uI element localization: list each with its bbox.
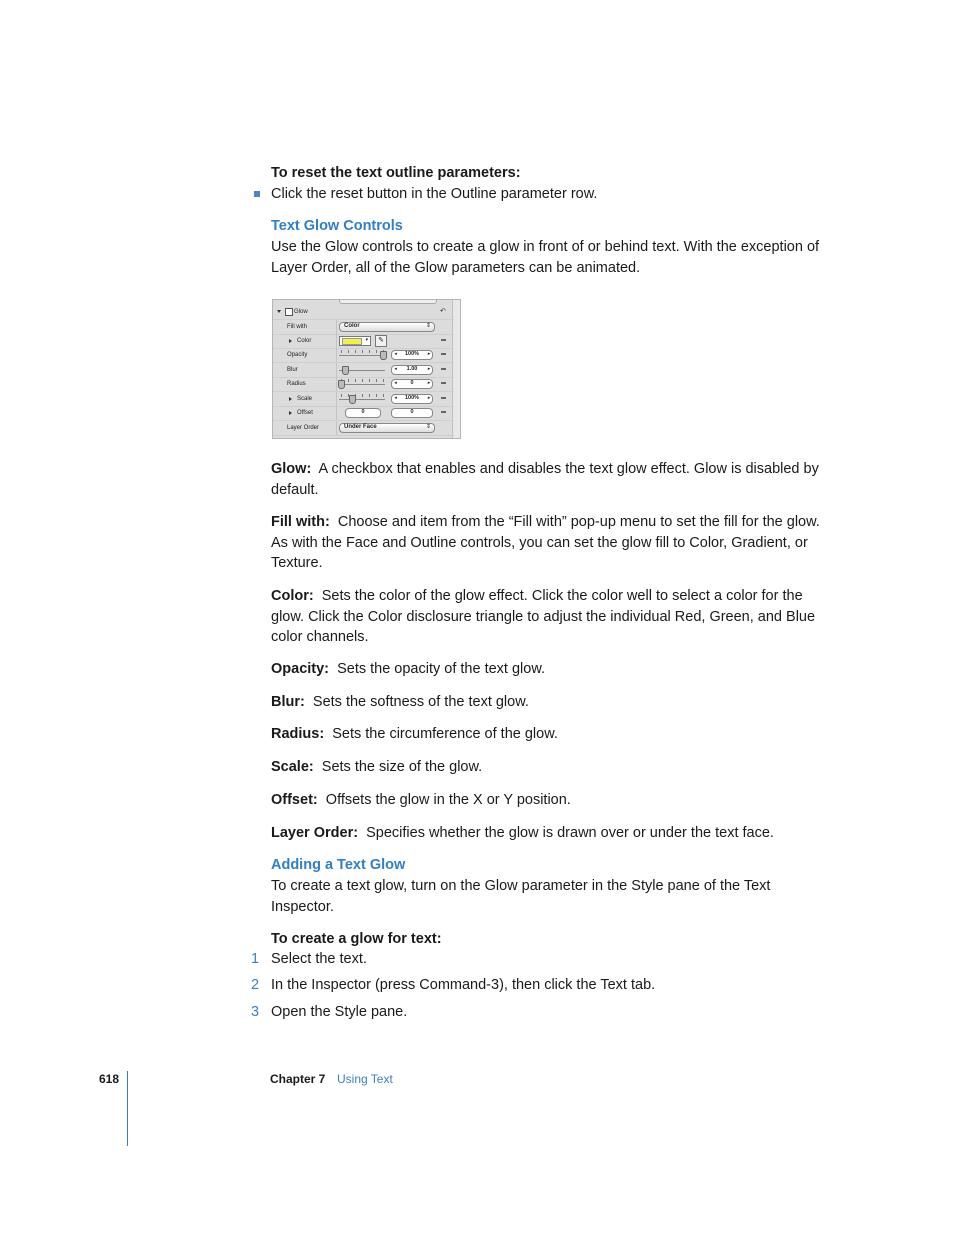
def-radius: Radius: Sets the circumference of the glow. [271, 726, 558, 742]
row-fill-with [273, 320, 454, 335]
step-number: 1 [251, 951, 260, 967]
opacity-slider-knob[interactable] [380, 351, 387, 360]
opacity-field[interactable]: ◂ 100% ▸ [391, 350, 433, 360]
glow-label: Glow [294, 309, 308, 315]
step-number: 3 [251, 1004, 260, 1020]
row-scale [273, 392, 454, 407]
def-scale: Scale: Sets the size of the glow. [271, 759, 483, 775]
chapter-label: Chapter 7 [270, 1072, 326, 1086]
disclosure-triangle-icon[interactable] [277, 310, 281, 313]
def-offset: Offset: Offsets the glow in the X or Y position. [271, 792, 571, 808]
def-color: Color: Sets the color of the glow effect. Click the color well to select a color for the glow. Click the Color disclosure triangle to adjust the individual Red, Green, and Blue color channels. [271, 588, 816, 645]
color-disclosure-icon[interactable] [289, 339, 292, 343]
row-blur [273, 363, 454, 378]
offset-y-field[interactable]: 0 [391, 408, 433, 418]
layer-order-popup[interactable]: Under Face ⇕ [339, 423, 435, 433]
row-offset [273, 406, 454, 421]
step-number: 2 [251, 977, 260, 993]
offset-label: Offset [297, 410, 313, 416]
footer-rule [127, 1071, 128, 1146]
def-fill-with: Fill with: Choose and item from the “Fill with” pop-up menu to set the fill for the glow. As with the Face and Outline controls, you can set the glow fill to Color, Gradient, or Texture. [271, 514, 820, 571]
scale-label: Scale [297, 396, 313, 402]
color-well[interactable]: ▾ [339, 336, 371, 346]
eyedropper-icon[interactable]: ✎ [375, 335, 387, 347]
step-text: In the Inspector (press Command-3), then click the Text tab. [271, 977, 656, 993]
color-label: Color [297, 338, 312, 344]
scale-slider[interactable] [339, 399, 385, 400]
scale-field[interactable]: ◂ 100% ▸ [391, 394, 433, 404]
blur-slider-knob[interactable] [342, 366, 349, 375]
section-title-glow-controls: Text Glow Controls [271, 218, 403, 234]
step-text: Open the Style pane. [271, 1004, 408, 1020]
section-intro-glow-controls: Use the Glow controls to create a glow in front of or behind text. With the exception of Layer Order, all of the Glow parameters can be animated. [271, 239, 820, 276]
offset-disclosure-icon[interactable] [289, 411, 292, 415]
radius-label: Radius [287, 381, 306, 387]
color-swatch [342, 338, 362, 345]
steps-heading: To create a glow for text: [271, 931, 442, 947]
radius-field[interactable]: ◂ 0 ▸ [391, 379, 433, 389]
panel-top-cap [339, 299, 437, 304]
opacity-slider[interactable] [339, 355, 385, 356]
section-title-adding-glow: Adding a Text Glow [271, 857, 406, 873]
animate-dash-icon[interactable] [441, 382, 446, 384]
row-opacity [273, 348, 454, 363]
chapter-name: Using Text [337, 1072, 393, 1086]
glow-inspector-panel [272, 299, 461, 439]
layer-order-label: Layer Order [287, 425, 320, 431]
fill-with-popup[interactable]: Color ⇕ [339, 322, 435, 332]
reset-step: Click the reset button in the Outline parameter row. [271, 186, 598, 202]
fill-with-label: Fill with [287, 324, 308, 330]
scale-slider-knob[interactable] [349, 395, 356, 404]
animate-dash-icon[interactable] [441, 397, 446, 399]
row-glow [273, 305, 454, 320]
def-glow: Glow: A checkbox that enables and disables the text glow effect. Glow is disabled by default. [271, 461, 819, 498]
animate-dash-icon[interactable] [441, 353, 446, 355]
animate-dash-icon[interactable] [441, 368, 446, 370]
section-intro-adding-glow: To create a text glow, turn on the Glow parameter in the Style pane of the Text Inspector. [271, 878, 771, 915]
animate-dash-icon[interactable] [441, 339, 446, 341]
page-number: 618 [99, 1072, 120, 1086]
animate-dash-icon[interactable] [441, 411, 446, 413]
def-opacity: Opacity: Sets the opacity of the text glow. [271, 661, 546, 677]
scale-disclosure-icon[interactable] [289, 397, 292, 401]
radius-slider[interactable] [339, 384, 385, 385]
row-radius [273, 377, 454, 392]
radius-slider-knob[interactable] [338, 380, 345, 389]
offset-x-field[interactable]: 0 [345, 408, 381, 418]
def-layer-order: Layer Order: Specifies whether the glow is drawn over or under the text face. [271, 825, 774, 841]
row-layer-order [273, 421, 454, 436]
blur-field[interactable]: ◂ 1.00 ▸ [391, 365, 433, 375]
step-text: Select the text. [271, 951, 367, 967]
opacity-label: Opacity [287, 352, 308, 358]
blur-label: Blur [287, 367, 298, 373]
reset-icon[interactable]: ↶ [440, 308, 446, 315]
row-color [273, 334, 454, 349]
glow-checkbox[interactable] [285, 308, 293, 316]
reset-heading: To reset the text outline parameters: [271, 165, 521, 181]
def-blur: Blur: Sets the softness of the text glow. [271, 694, 529, 710]
bullet-marker [254, 191, 260, 197]
